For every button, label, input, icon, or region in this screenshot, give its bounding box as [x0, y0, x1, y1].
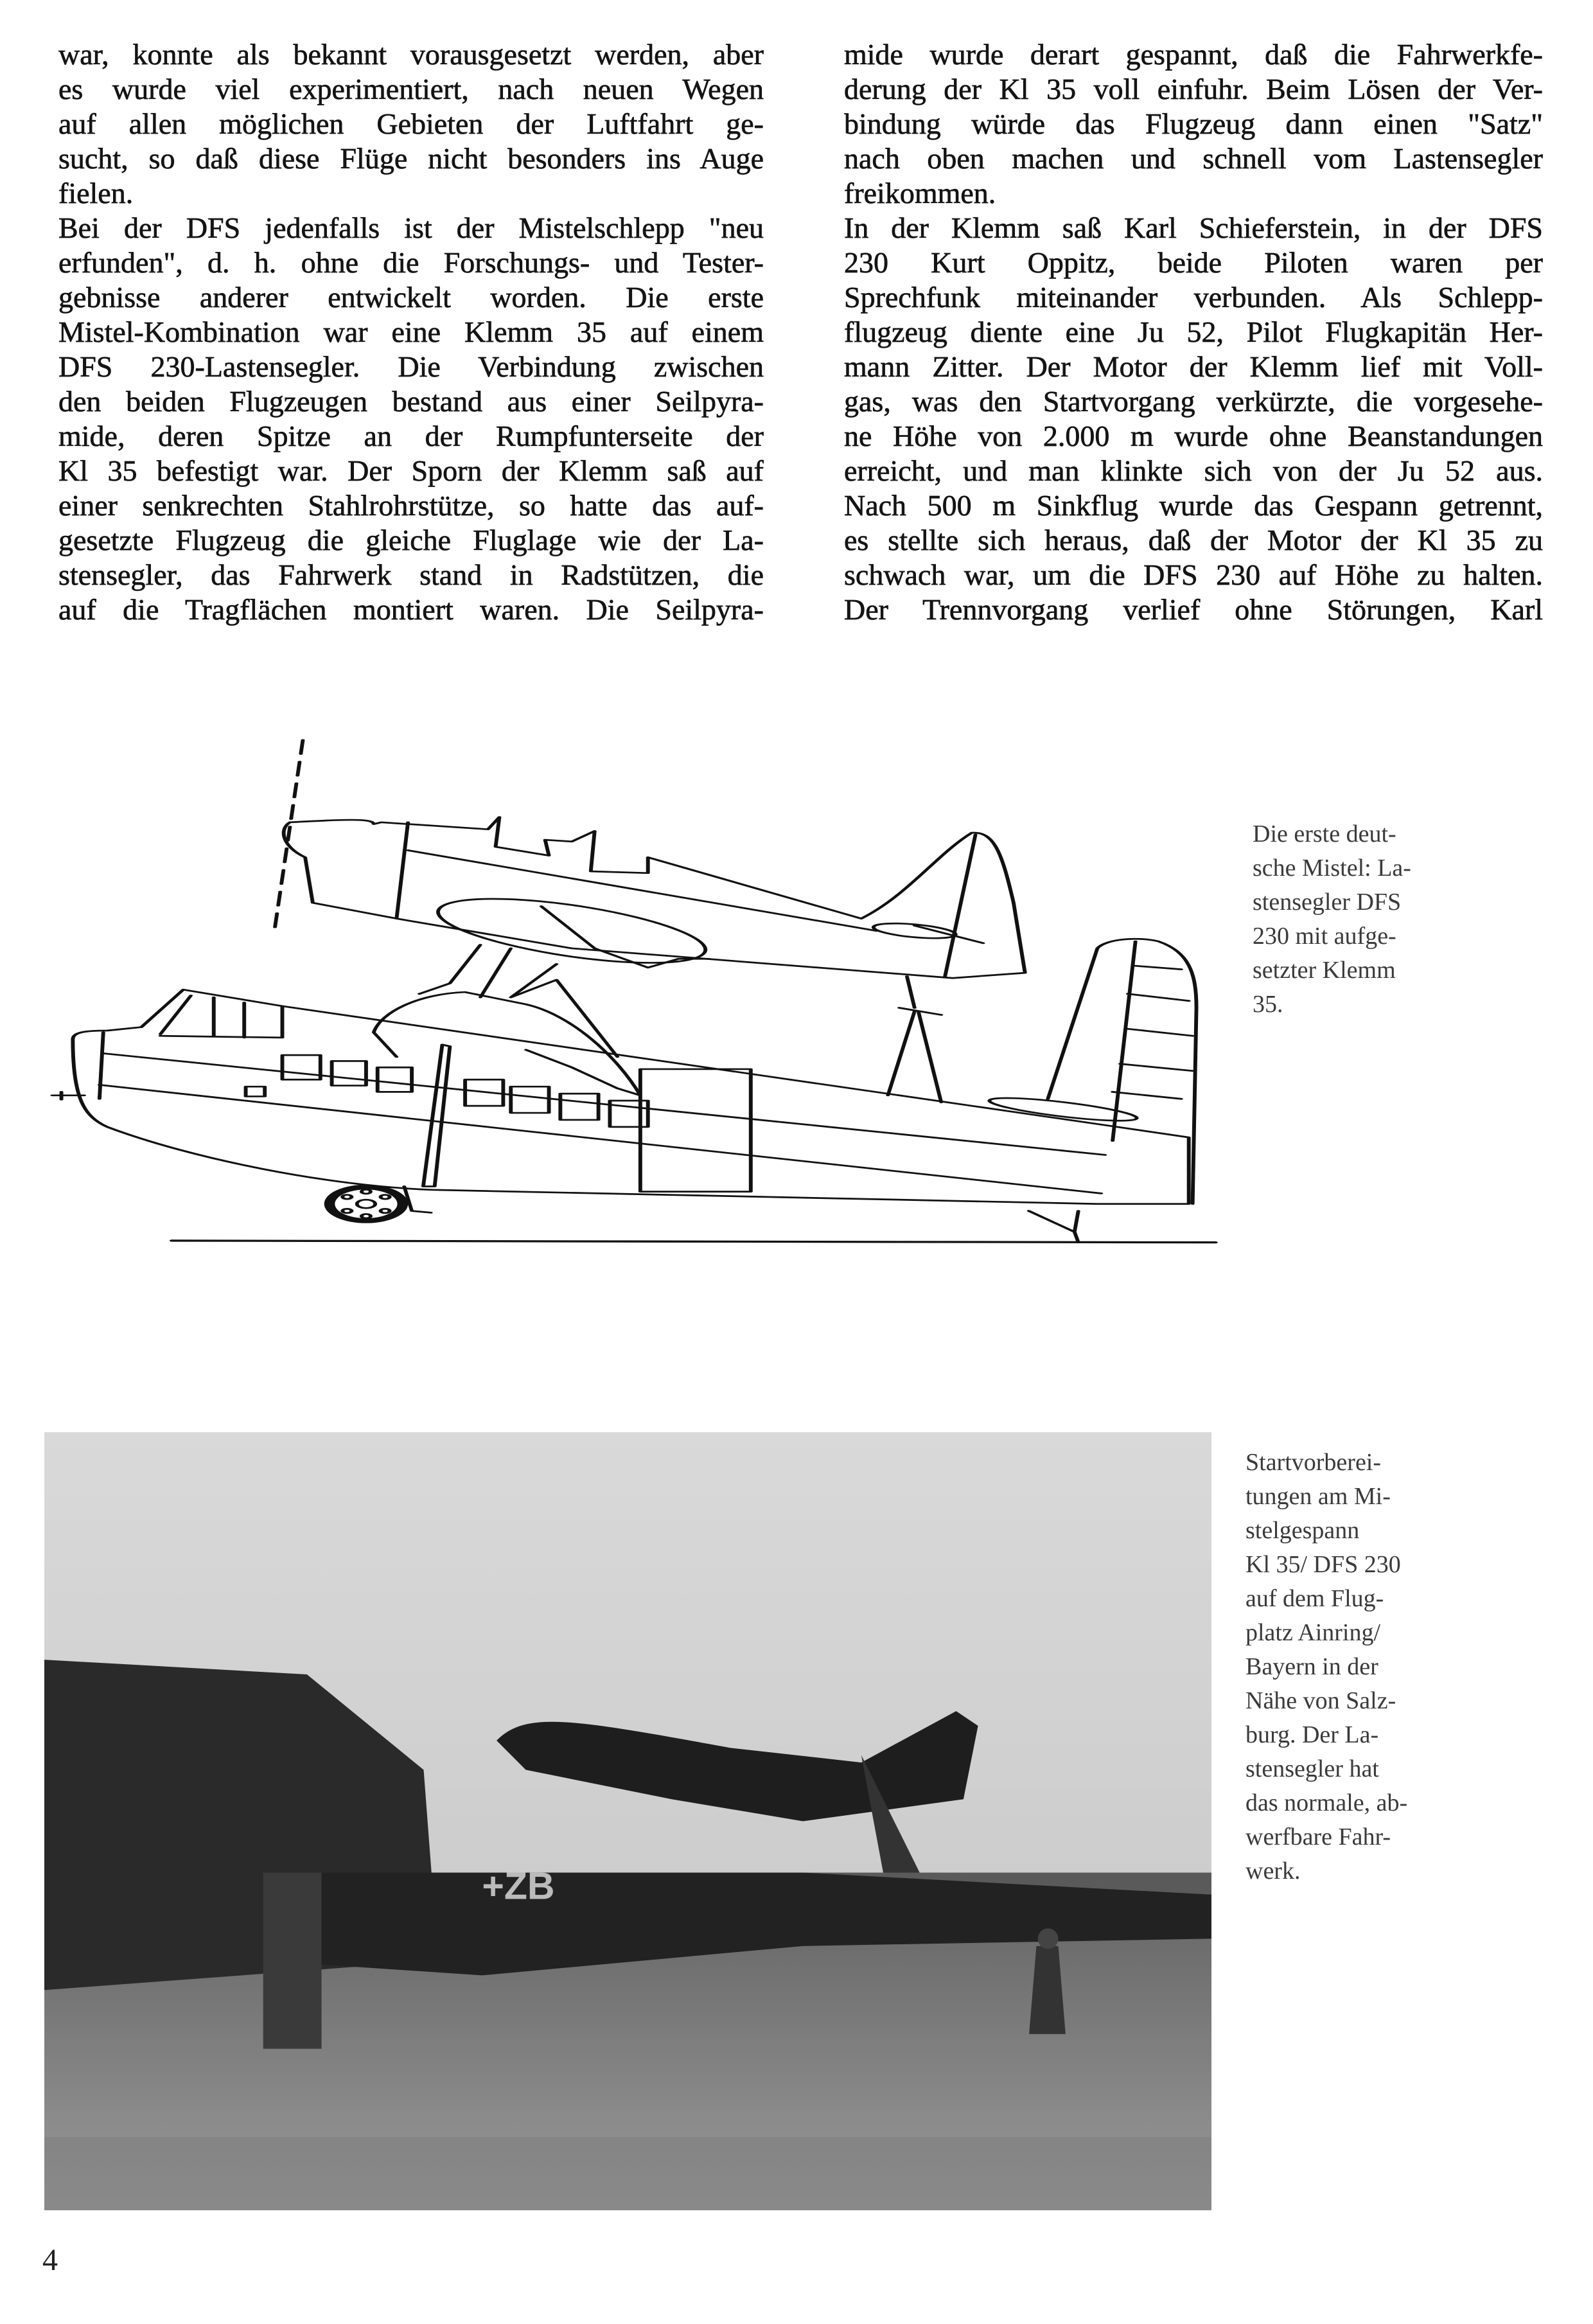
text-line: erfunden", d. h. ohne die Forschungs- und Tester- — [58, 246, 764, 279]
caption-line: Kl 35/ DFS 230 — [1245, 1551, 1401, 1578]
landing-gear-wheel — [330, 1186, 431, 1220]
text-line: war, konnte als bekannt vorausgesetzt werden, aber — [58, 38, 764, 71]
caption-line: Nähe von Salz- — [1245, 1687, 1396, 1714]
text-line: derung der Kl 35 voll einfuhr. Beim Lösen der Ver- — [844, 73, 1543, 105]
klemm-fuselage — [284, 817, 1025, 979]
text-line: mide wurde derart gespannt, daß die Fahrwerkfe- — [844, 38, 1543, 71]
propeller-arc — [275, 740, 303, 929]
text-line: gebnisse anderer entwickelt worden. Die erste — [58, 281, 764, 314]
caption-line: werk. — [1245, 1858, 1301, 1885]
text-line: fielen. — [58, 177, 134, 209]
text-line: Kl 35 befestigt war. Der Sporn der Klemm saß auf — [58, 454, 764, 487]
text-line: auf die Tragflächen montiert waren. Die Seilpyra- — [58, 593, 764, 626]
text-line: nach oben machen und schnell vom Lastensegler — [844, 142, 1543, 175]
text-line: Nach 500 m Sinkflug wurde das Gespann getrennt, — [844, 489, 1543, 522]
text-line: Bei der DFS jedenfalls ist der Mistelschlepp "neu — [58, 211, 764, 244]
text-column-left — [58, 37, 764, 627]
glider-fuselage — [73, 989, 1188, 1203]
fuselage-code: +ZB — [482, 1864, 555, 1908]
caption-line: stelgespann — [1245, 1517, 1360, 1544]
text-line: flugzeug diente eine Ju 52, Pilot Flugkapitän Her- — [844, 315, 1543, 348]
ground-line — [172, 1241, 1216, 1243]
glider-door — [640, 1069, 751, 1192]
text-line: schwach war, um die DFS 230 auf Höhe zu halten. — [844, 558, 1543, 591]
text-line: freikommen. — [844, 177, 996, 209]
text-line: Der Trennvorgang verlief ohne Störungen, Karl — [844, 593, 1543, 626]
text-line: mide, deren Spitze an der Rumpfunterseite der — [58, 420, 764, 452]
page-number: 4 — [42, 2243, 58, 2277]
caption-line: stensegler hat — [1245, 1755, 1379, 1782]
caption-line: burg. Der La- — [1245, 1721, 1379, 1748]
text-line: DFS 230-Lastensegler. Die Verbindung zwischen — [58, 350, 764, 383]
caption-line: Startvorberei- — [1245, 1449, 1382, 1476]
caption-line: werfbare Fahr- — [1245, 1823, 1391, 1850]
caption-line: platz Ainring/ — [1245, 1619, 1381, 1646]
caption-line: sche Mistel: La- — [1253, 855, 1411, 882]
wing-strut — [423, 1045, 450, 1187]
text-line: es stellte sich heraus, daß der Motor der Kl 35 zu — [844, 524, 1543, 556]
drawing-caption — [1253, 817, 1411, 1022]
text-line: erreicht, und man klinkte sich von der Ju 52 aus. — [844, 454, 1543, 487]
text-line: mann Zitter. Der Motor der Klemm lief mit Voll- — [844, 350, 1543, 383]
caption-line: 35. — [1253, 991, 1283, 1018]
airfield-photo — [44, 1432, 1211, 2210]
text-line: gas, was den Startvorgang verkürzte, die vorgesehe- — [844, 385, 1543, 418]
caption-line: 230 mit aufge- — [1253, 923, 1396, 950]
text-line: auf allen möglichen Gebieten der Luftfahrt ge- — [58, 107, 764, 140]
caption-line: setzter Klemm — [1253, 957, 1396, 984]
caption-line: Die erste deut- — [1253, 820, 1396, 847]
caption-line: das normale, ab- — [1245, 1789, 1408, 1816]
text-line: Mistel-Kombination war eine Klemm 35 auf einem — [58, 315, 764, 348]
text-line: sucht, so daß diese Flüge nicht besonders ins Auge — [58, 142, 764, 175]
caption-line: stensegler DFS — [1253, 889, 1402, 916]
caption-line: Bayern in der — [1245, 1653, 1378, 1680]
text-line: gesetzte Flugzeug die gleiche Fluglage wie der La- — [58, 524, 764, 556]
mistel-line-drawing — [39, 707, 1227, 1253]
text-line: Sprechfunk miteinander verbunden. Als Schlepp- — [844, 281, 1543, 314]
text-line: stensegler, das Fahrwerk stand in Radstützen, die — [58, 558, 764, 591]
text-line: einer senkrechten Stahlrohrstütze, so hatte das auf- — [58, 489, 764, 522]
caption-line: auf dem Flug- — [1245, 1585, 1384, 1612]
caption-line: tungen am Mi- — [1245, 1483, 1391, 1510]
text-line: es wurde viel experimentiert, nach neuen Wegen — [58, 73, 764, 105]
text-line: In der Klemm saß Karl Schieferstein, in der DFS — [844, 211, 1543, 244]
text-line: bindung würde das Flugzeug dann einen "Satz" — [844, 107, 1543, 140]
text-column-right — [844, 37, 1543, 627]
glider-canopy — [141, 989, 282, 1038]
text-line: ne Höhe von 2.000 m wurde ohne Beanstandungen — [844, 420, 1543, 452]
photo-caption — [1245, 1446, 1407, 1888]
text-line: 230 Kurt Oppitz, beide Piloten waren per — [844, 246, 1543, 279]
text-line: den beiden Flugzeugen bestand aus einer Seilpyra- — [58, 385, 764, 418]
